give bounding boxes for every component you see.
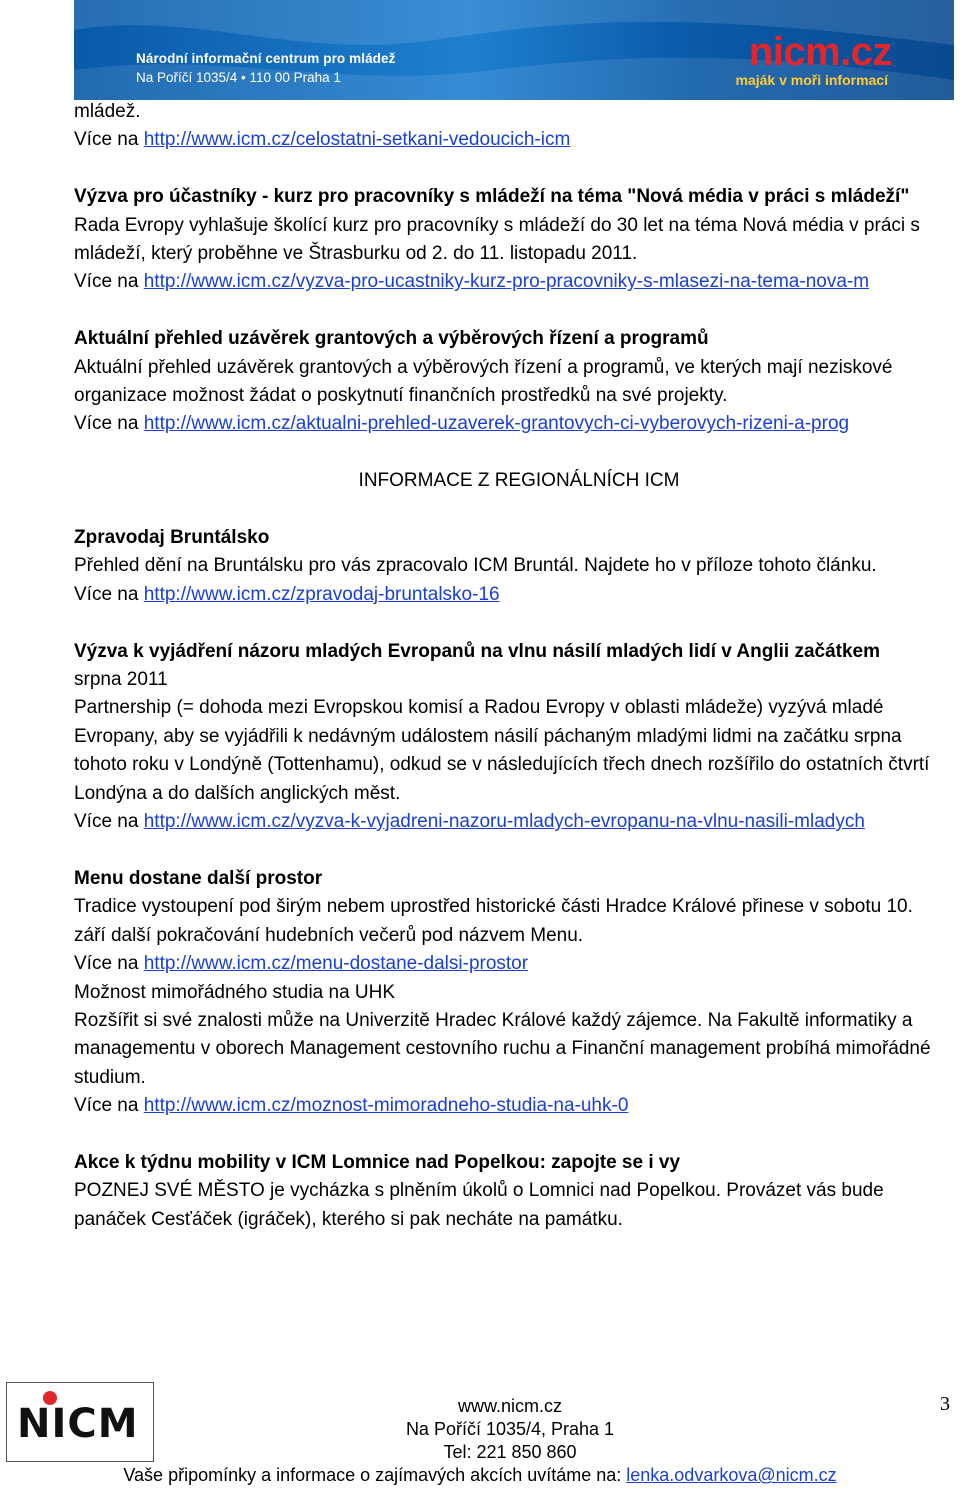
regional-more-line: [74, 950, 934, 978]
more-prefix: Více na: [74, 811, 144, 833]
regional-title-continued: srpna 2011: [74, 669, 168, 691]
intro-link[interactable]: http://www.icm.cz/celostatni-setkani-vedoucich-icm: [143, 129, 571, 151]
article-link[interactable]: http://www.icm.cz/aktualni-prehled-uzaverek-grantovych-ci-vyberovych-rizeni-a-prog: [143, 413, 850, 435]
article-title: Výzva pro účastníky - kurz pro pracovníky s mládeží na téma "Nová média v práci s mládeží": [74, 186, 910, 208]
regional-body: POZNEJ SVÉ MĚSTO je vycházka s plněním úkolů o Lomnici nad Popelkou. Provázet vás bude panáček Cesťáček (igráček), kterého si pak necháte na památku.: [74, 1180, 884, 1230]
regional-title: Menu dostane další prostor: [74, 867, 323, 889]
regional-body: Tradice vystoupení pod širým nebem uprostřed historické části Hradce Králové přinese v sobotu 10. září další pokračování hudebních večerů pod názvem Menu.: [74, 896, 913, 946]
regional-more-line: [74, 808, 934, 836]
more-prefix: Více na: [74, 583, 144, 605]
page-number: 3: [940, 1393, 950, 1415]
footer-site: www.nicm.cz: [457, 1396, 562, 1416]
article-more-line: [74, 410, 934, 438]
regional-sub-link[interactable]: http://www.icm.cz/moznost-mimoradneho-studia-na-uhk-0: [143, 1095, 629, 1117]
article-title: Aktuální přehled uzávěrek grantových a výběrových řízení a programů: [74, 328, 709, 350]
regional-body: Partnership (= dohoda mezi Evropskou komisí a Radou Evropy v oblasti mládeže) vyzývá mladé Evropany, aby se vyjádřili k nedávným událostem násilí páchaným mladými lidmi na začátku srpna tohoto roku v Londýně (Tottenhamu), odkud se v následujících třech dnech rozšířilo do ostatních čtvrtí Londýna a do dalších anglických měst.: [74, 697, 930, 804]
more-prefix: Více na: [74, 129, 144, 151]
more-prefix: Více na: [74, 1095, 144, 1117]
regional-title: Zpravodaj Bruntálsko: [74, 527, 270, 549]
regional-sub-more-line: [74, 1092, 934, 1120]
regional-subtitle: Možnost mimořádného studia na UHK: [74, 981, 396, 1003]
footer-note-text: Vaše připomínky a informace o zajímavých akcích uvítáme na:: [123, 1465, 627, 1485]
regional-link[interactable]: http://www.icm.cz/zpravodaj-bruntalsko-16: [143, 583, 500, 605]
article-link[interactable]: http://www.icm.cz/vyzva-pro-ucastniky-kurz-pro-pracovniky-s-mlasezi-na-tema-nova-m: [143, 271, 870, 293]
more-prefix: Více na: [74, 413, 144, 435]
org-address: Na Poříčí 1035/4 • 110 00 Praha 1: [136, 70, 341, 85]
article-more-line: [74, 268, 934, 296]
brand-tagline: maják v moři informací: [735, 72, 888, 88]
document-body: [74, 98, 934, 1234]
footer-contact: [300, 1395, 720, 1464]
footer-email-link[interactable]: lenka.odvarkova@nicm.cz: [626, 1465, 837, 1485]
article-body: Aktuální přehled uzávěrek grantových a výběrových řízení a programů, ve kterých mají neziskové organizace možnost žádat o poskytnutí finančních prostředků na své projekty.: [74, 356, 893, 407]
regional-link[interactable]: http://www.icm.cz/menu-dostane-dalsi-prostor: [143, 953, 529, 975]
regional-link[interactable]: http://www.icm.cz/vyzva-k-vyjadreni-nazoru-mladych-evropanu-na-vlnu-nasili-mladych: [143, 811, 865, 833]
regional-sub-body: Rozšířit si své znalosti může na Univerzitě Hradec Králové každý zájemce. Na Fakultě informatiky a managementu v oborech Management cestovního ruchu a Finanční management probíhá mimořádné studium.: [74, 1009, 931, 1088]
footer-phone: Tel: 221 850 860: [443, 1442, 577, 1462]
section-heading: INFORMACE Z REGIONÁLNÍCH ICM: [358, 470, 680, 492]
regional-title: Výzva k vyjádření názoru mladých Evropanů na vlnu násilí mladých lidí v Anglii začátkem: [74, 640, 881, 662]
intro-text: mládež.: [74, 101, 141, 122]
footer-logo: [6, 1382, 154, 1462]
footer-note: [0, 1465, 960, 1486]
org-name: Národní informační centrum pro mládež: [136, 51, 396, 66]
intro-more-line: [74, 126, 934, 154]
regional-more-line: [74, 581, 934, 609]
more-prefix: Více na: [74, 953, 144, 975]
header-banner: [74, 0, 954, 100]
footer-logo-text: NICM: [17, 1401, 139, 1447]
article-body: Rada Evropy vyhlašuje školící kurz pro pracovníky s mládeží do 30 let na téma Nová média v práci s mládeží, který proběhne ve Štrasburku od 2. do 11. listopadu 2011.: [74, 214, 920, 265]
regional-title: Akce k týdnu mobility v ICM Lomnice nad Popelkou: zapojte se i vy: [74, 1151, 681, 1173]
footer-address: Na Poříčí 1035/4, Praha 1: [405, 1419, 615, 1439]
more-prefix: Více na: [74, 271, 144, 293]
regional-body: Přehled dění na Bruntálsku pro vás zpracovalo ICM Bruntál. Najdete ho v příloze tohoto článku.: [74, 555, 877, 577]
brand-logo: nicm.cz: [748, 30, 892, 74]
